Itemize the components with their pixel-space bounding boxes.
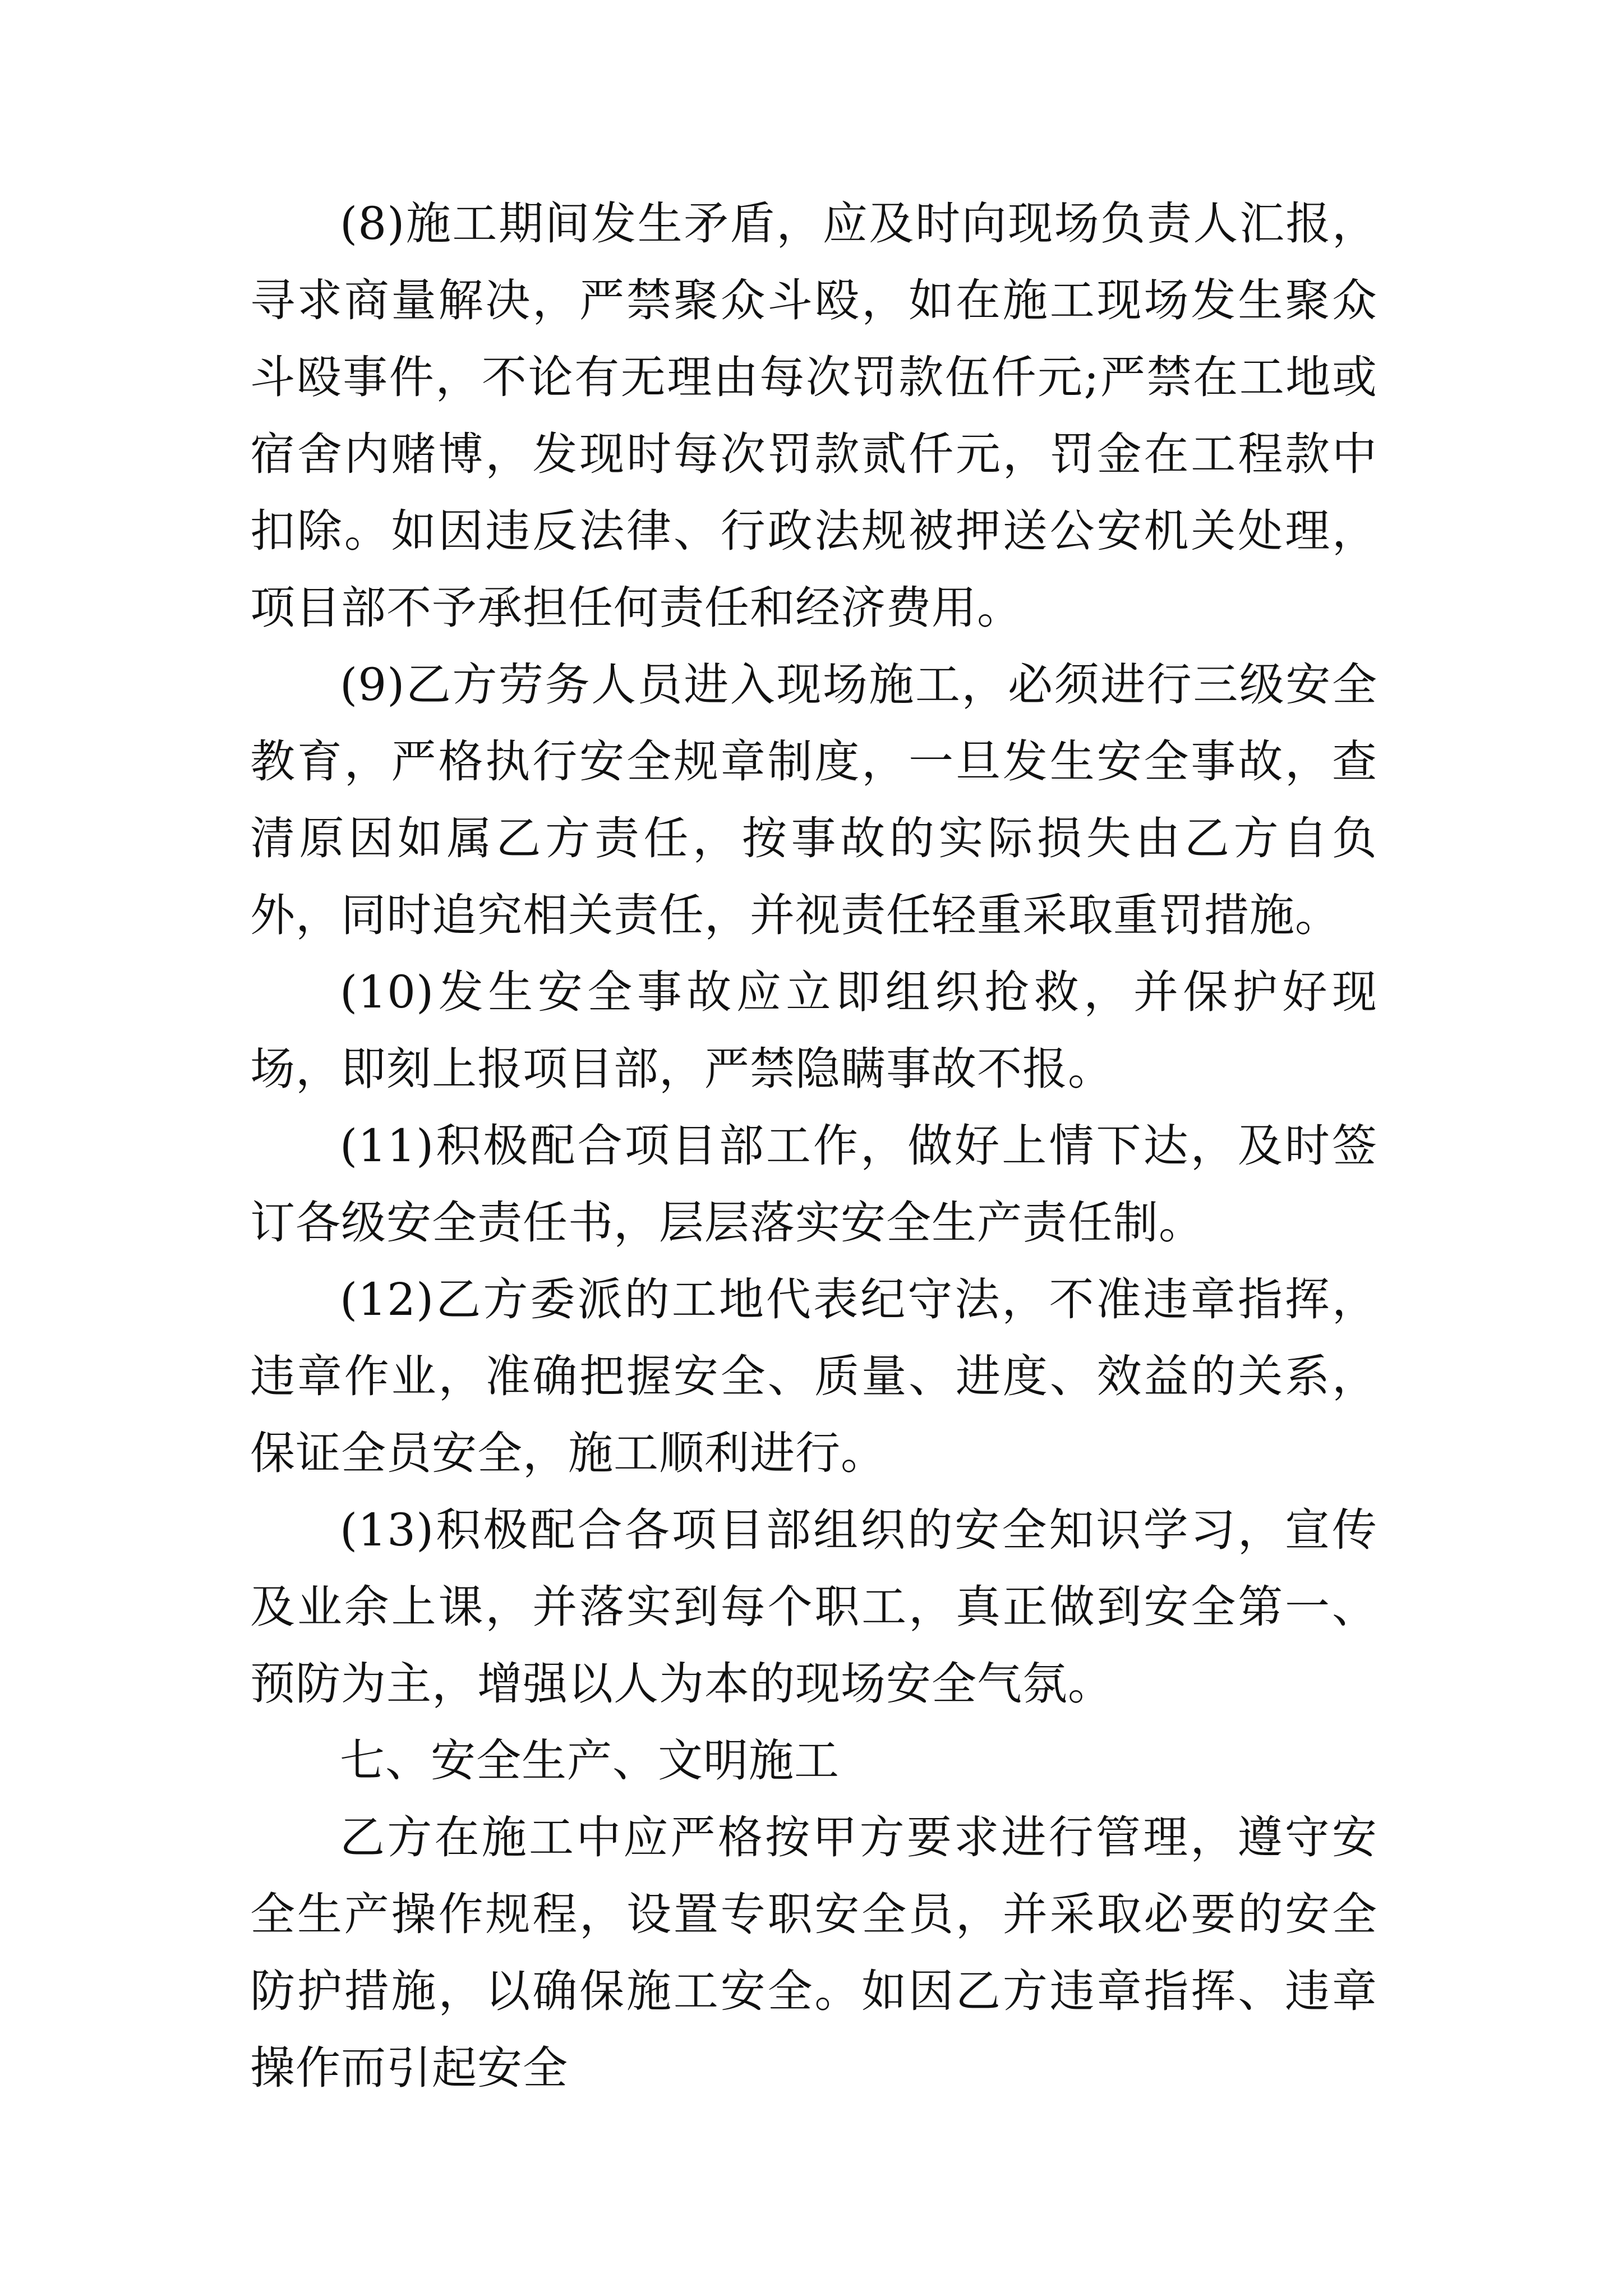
paragraph-item-11: (11)积极配合项目部工作，做好上情下达，及时签订各级安全责任书，层层落实安全生产责任制。 [250, 1120, 1377, 1249]
paragraph-item-10: (10)发生安全事故应立即组织抢救，并保护好现场，即刻上报项目部，严禁隐瞒事故不报。 [250, 966, 1377, 1095]
section-heading-seven: 七、安全生产、文明施工 [340, 1734, 840, 1787]
paragraph-item-8: (8)施工期间发生矛盾，应及时向现场负责人汇报，寻求商量解决，严禁聚众斗殴，如在施工现场发生聚众斗殴事件，不论有无理由每次罚款伍仟元;严禁在工地或宿舍内赌博，发现时每次罚款贰仟元，罚金在工程款中扣除。如因违反法律、行政法规被押送公安机关处理，项目部不予承担任何责任和经济费用。 [250, 197, 1377, 634]
document-body [250, 185, 1377, 2106]
section-body-paragraph: 乙方在施工中应严格按甲方要求进行管理，遵守安全生产操作规程，设置专职安全员，并采取必要的安全防护措施，以确保施工安全。如因乙方违章指挥、违章操作而引起安全 [250, 1811, 1377, 2094]
paragraph-item-13: (13)积极配合各项目部组织的安全知识学习，宣传及业余上课，并落实到每个职工，真正做到安全第一、预防为主，增强以人为本的现场安全气氛。 [250, 1504, 1377, 1710]
paragraph-item-9: (9)乙方劳务人员进入现场施工，必须进行三级安全教育，严格执行安全规章制度，一旦发生安全事故，查清原因如属乙方责任，按事故的实际损失由乙方自负外，同时追究相关责任，并视责任轻重采取重罚措施。 [250, 659, 1377, 941]
paragraph-item-12: (12)乙方委派的工地代表纪守法，不准违章指挥，违章作业，准确把握安全、质量、进度、效益的关系，保证全员安全，施工顺利进行。 [250, 1273, 1377, 1479]
